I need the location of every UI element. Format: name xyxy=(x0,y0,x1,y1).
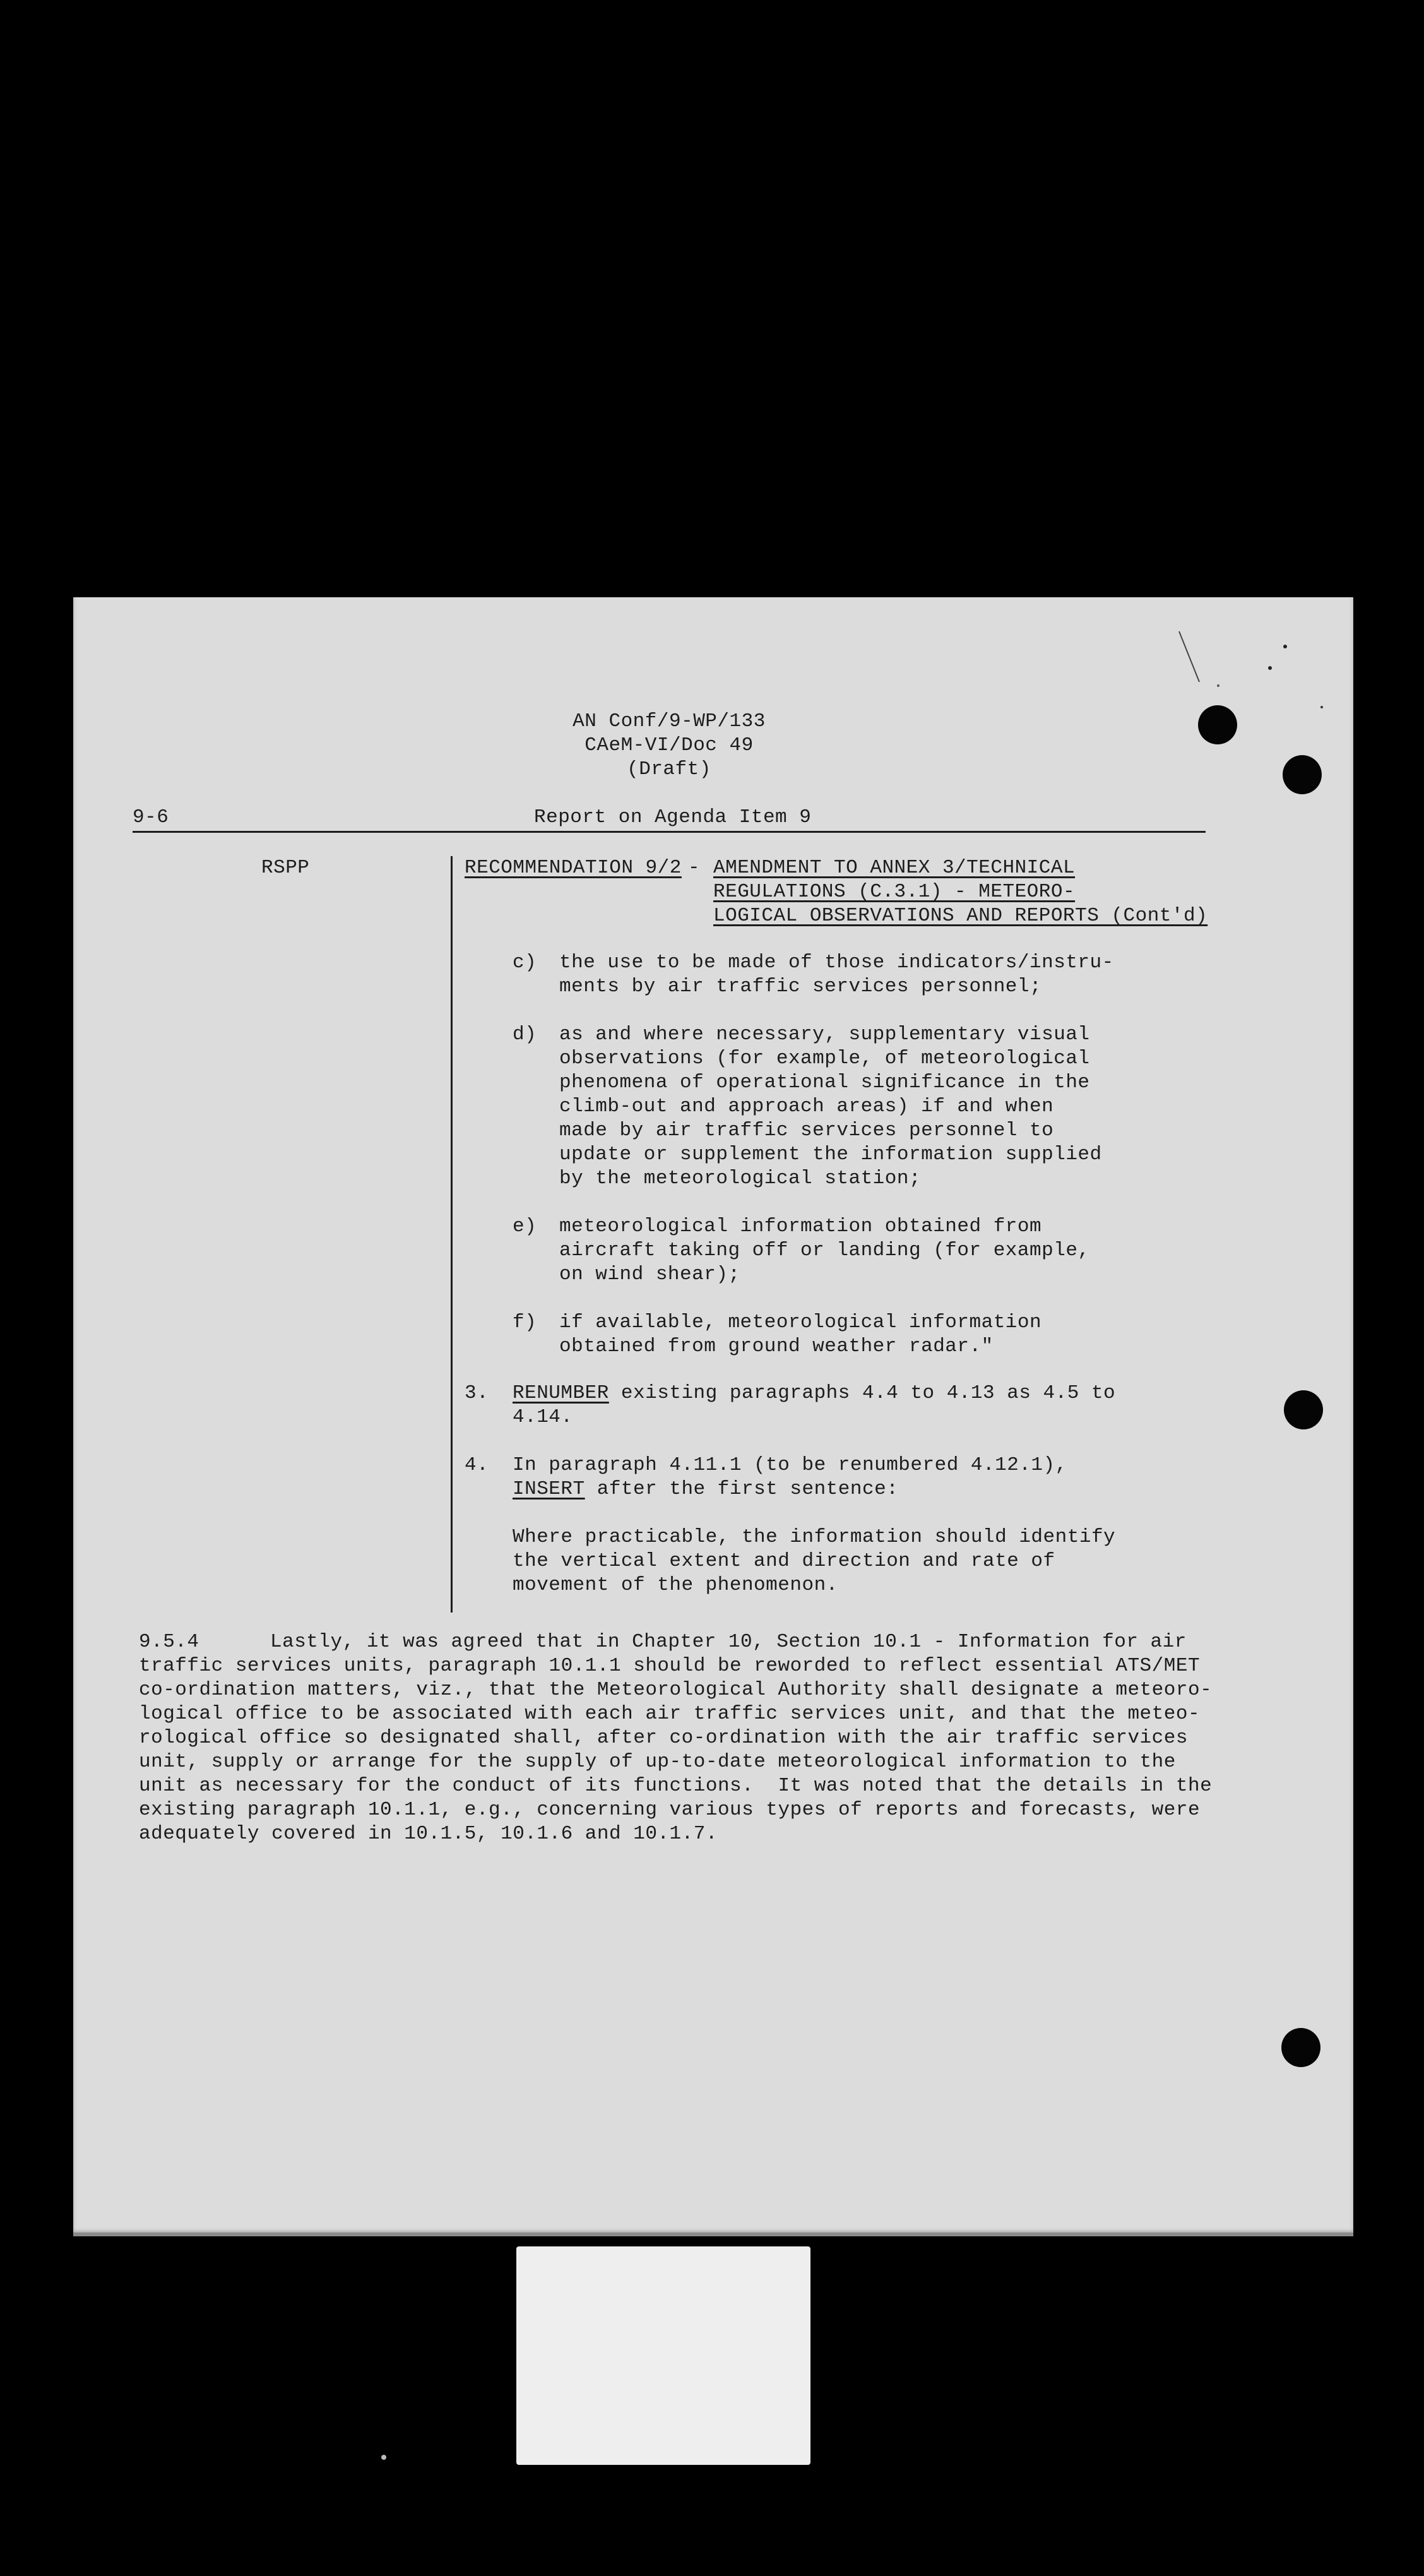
paragraph-line: adequately covered in 10.1.5, 10.1.6 and 10.1.7. xyxy=(139,1823,718,1845)
step-4-line-1: In paragraph 4.11.1 (to be renumbered 4.12.1), xyxy=(513,1454,1067,1476)
item-marker-c: c) xyxy=(513,951,537,974)
item-marker-e: e) xyxy=(513,1215,537,1237)
quoted-insert-line: the vertical extent and direction and rate of xyxy=(513,1550,1055,1572)
page-number: 9-6 xyxy=(133,806,169,828)
item-d-line: climb-out and approach areas) if and when xyxy=(559,1095,1054,1118)
header-rule xyxy=(133,831,1206,833)
running-head-title: Report on Agenda Item 9 xyxy=(534,806,812,828)
item-marker-f: f) xyxy=(513,1311,537,1333)
item-f-line: if available, meteorological information xyxy=(559,1311,1042,1333)
document-page xyxy=(73,597,1353,2235)
paragraph-number: 9.5.4 xyxy=(139,1631,199,1653)
step-4-number: 4. xyxy=(465,1454,489,1476)
draft-label: (Draft) xyxy=(627,758,711,780)
dust-speck xyxy=(381,2455,386,2460)
paragraph-first-line: Lastly, it was agreed that in Chapter 10, Section 10.1 - Information for air xyxy=(270,1631,1187,1653)
item-d-line: phenomena of operational significance in the xyxy=(559,1071,1090,1094)
item-e-line: aircraft taking off or landing (for example, xyxy=(559,1239,1090,1261)
recommendation-title-1: AMENDMENT TO ANNEX 3/TECHNICAL xyxy=(713,857,1076,879)
item-d-line: made by air traffic services personnel to xyxy=(559,1119,1054,1142)
paragraph-line: rological office so designated shall, after co-ordination with the air traffic services xyxy=(139,1727,1188,1749)
insert-keyword: INSERT xyxy=(513,1478,585,1500)
item-d-line: as and where necessary, supplementary visual xyxy=(559,1023,1090,1046)
step-3-line-1 xyxy=(513,1381,1115,1405)
renumber-keyword: RENUMBER xyxy=(513,1382,609,1404)
item-e-line: on wind shear); xyxy=(559,1263,740,1285)
recommendation-label: RECOMMENDATION 9/2 xyxy=(465,857,682,879)
paragraph-line: existing paragraph 10.1.1, e.g., concerning various types of reports and forecasts, were xyxy=(139,1799,1201,1821)
item-d-line: update or supplement the information supplied xyxy=(559,1143,1102,1166)
blank-card xyxy=(516,2246,810,2465)
paragraph-line: unit, supply or arrange for the supply of up-to-date meteorological information to the xyxy=(139,1751,1176,1773)
doc-ref-1: AN Conf/9-WP/133 xyxy=(573,710,766,732)
step-3-number: 3. xyxy=(465,1382,489,1404)
page-edge xyxy=(73,2233,1353,2236)
recommendation-title-3: LOGICAL OBSERVATIONS AND REPORTS (Cont'd) xyxy=(713,905,1208,927)
item-marker-d: d) xyxy=(513,1023,537,1046)
item-e-line: meteorological information obtained from xyxy=(559,1215,1042,1237)
paragraph-line: unit as necessary for the conduct of its functions. It was noted that the details in the xyxy=(139,1775,1213,1797)
item-f-line: obtained from ground weather radar." xyxy=(559,1335,994,1357)
quoted-insert-line: Where practicable, the information should identify xyxy=(513,1526,1116,1548)
paragraph-line: traffic services units, paragraph 10.1.1 should be reworded to reflect essential ATS/MET xyxy=(139,1655,1201,1677)
paragraph-line: logical office to be associated with each air traffic services unit, and that the meteo- xyxy=(139,1703,1201,1725)
punch-hole-2 xyxy=(1283,755,1322,794)
punch-hole-3 xyxy=(1284,1390,1323,1429)
margin-vertical-rule xyxy=(451,856,453,1613)
item-d-line: observations (for example, of meteorological xyxy=(559,1047,1090,1070)
quoted-insert-line: movement of the phenomenon. xyxy=(513,1574,838,1596)
step-3-line-2: 4.14. xyxy=(513,1406,573,1428)
doc-ref-2: CAeM-VI/Doc 49 xyxy=(584,734,754,756)
step-4-line-2-rest: after the first sentence: xyxy=(584,1478,899,1500)
punch-hole-4 xyxy=(1281,2028,1320,2067)
side-label: RSPP xyxy=(261,857,310,879)
item-c-line: ments by air traffic services personnel; xyxy=(559,975,1042,998)
step-4-line-2 xyxy=(513,1477,898,1501)
stray-marks xyxy=(1174,625,1338,726)
paragraph-line: co-ordination matters, viz., that the Meteorological Authority shall designate a meteoro- xyxy=(139,1679,1213,1701)
step-3-text: existing paragraphs 4.4 to 4.13 as 4.5 to xyxy=(608,1382,1116,1404)
recommendation-title-2: REGULATIONS (C.3.1) - METEORO- xyxy=(713,881,1076,903)
item-c-line: the use to be made of those indicators/instru- xyxy=(559,951,1114,974)
item-d-line: by the meteorological station; xyxy=(559,1167,922,1190)
recommendation-dash: - xyxy=(688,857,701,879)
